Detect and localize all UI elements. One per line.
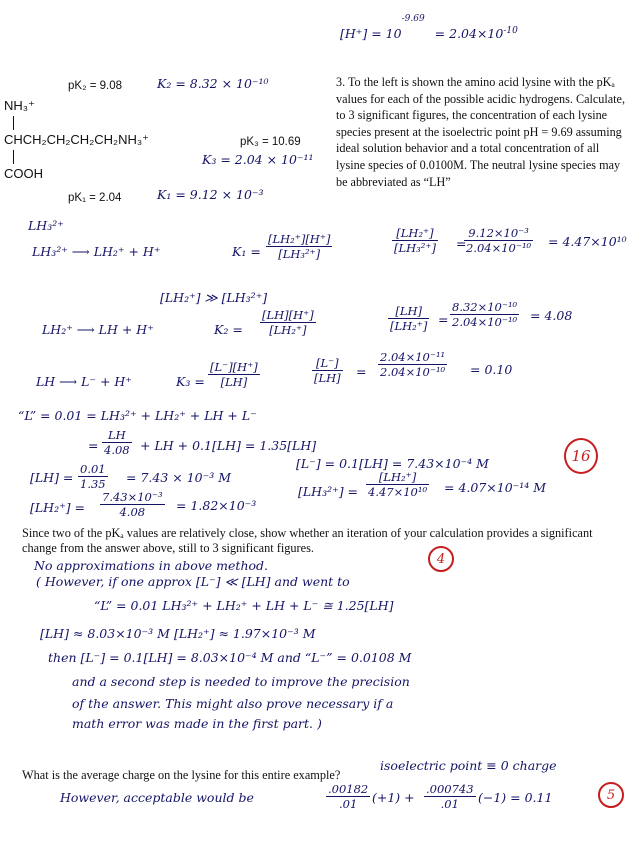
question3-note: isoelectric point ≡ 0 charge bbox=[380, 758, 557, 773]
carbon-chain: CHCH₂CH₂CH₂CH₂NH₃⁺ bbox=[4, 132, 149, 147]
lh-result: = 7.43 × 10⁻³ M bbox=[126, 470, 231, 485]
ratio1-fraction: $\frac{\text{[LH₂⁺]}}{\text{[LH₃²⁺]}}$ bbox=[394, 226, 436, 255]
ratio1-values: $\frac{\text{9.12×10⁻³}}{\text{2.04×10⁻¹⁰}}$ bbox=[466, 226, 532, 255]
score-circle-5: 5 bbox=[598, 782, 624, 808]
score-circle-16: 16 bbox=[564, 438, 598, 474]
work3-mid: (+1) + bbox=[372, 790, 415, 805]
ratio3-fraction: $\frac{[L^-]}{[LH]}$ bbox=[314, 356, 341, 385]
ratio1-equals: = bbox=[456, 236, 467, 251]
pk2-label: pK₂ = 9.08 bbox=[68, 80, 123, 92]
work2-line8: math error was made in the first part. ) bbox=[72, 716, 322, 731]
question-3: What is the average charge on the lysine for this entire example? bbox=[22, 768, 341, 782]
work2-line3: “L” = 0.01 LH₃²⁺ + LH₂⁺ + LH + L⁻ ≅ 1.25[LH] bbox=[94, 598, 394, 613]
bond-line-top bbox=[13, 116, 14, 130]
lh3-fraction: $\frac{\text{[LH₂⁺]}}{\text{4.47×10¹⁰}}$ bbox=[368, 470, 428, 499]
equilibrium-3: LH ⟶ L⁻ + H⁺ bbox=[36, 374, 132, 389]
pk3-label: pK₃ = 10.69 bbox=[240, 136, 301, 148]
ratio3-values: $\frac{\text{2.04×10⁻¹¹}}{\text{2.04×10⁻¹⁰}}$ bbox=[380, 350, 446, 379]
total-concentration: “L” = 0.01 = LH₃²⁺ + LH₂⁺ + LH + L⁻ bbox=[18, 408, 257, 423]
l-minus-concentration: [L⁻] = 0.1[LH] = 7.43×10⁻⁴ M bbox=[296, 456, 489, 471]
equilibrium-2: LH₂⁺ ⟶ LH + H⁺ bbox=[42, 322, 154, 337]
substitution-equals: = bbox=[88, 438, 99, 453]
work3-fraction-2: $\frac{.000743}{.01}$ bbox=[426, 782, 474, 811]
substitution-line: + LH + 0.1[LH] = 1.35[LH] bbox=[140, 438, 317, 453]
lh2-result: = 1.82×10⁻³ bbox=[176, 498, 257, 513]
work2-line6: and a second step is needed to improve the precision bbox=[72, 674, 410, 689]
score-circle-4: 4 bbox=[428, 546, 454, 572]
ratio2-equals: = bbox=[438, 312, 449, 327]
nh3-group: NH₃⁺ bbox=[4, 98, 35, 113]
work3-end: (−1) = 0.11 bbox=[478, 790, 553, 805]
lh2-label: [LH₂⁺] = bbox=[30, 500, 86, 515]
work3-however: However, acceptable would be bbox=[60, 790, 254, 805]
work3-fraction-1: $\frac{.00182}{.01}$ bbox=[328, 782, 369, 811]
work2-line2: ( However, if one approx [L⁻] ≪ [LH] and went to bbox=[36, 574, 350, 589]
work2-line4: [LH] ≈ 8.03×10⁻³ M [LH₂⁺] ≈ 1.97×10⁻³ M bbox=[40, 626, 316, 641]
work2-line7: of the answer. This might also prove necessary if a bbox=[72, 696, 394, 711]
k2-fraction: $\frac{[LH][H^+]}{\text{[LH₂⁺]}}$ bbox=[262, 308, 314, 337]
ratio3-result: = 0.10 bbox=[470, 362, 513, 377]
bond-line-bottom bbox=[13, 150, 14, 164]
k3-fraction: $\frac{[L^-][H^+]}{[LH]}$ bbox=[210, 360, 258, 389]
lh3-conc-label: [LH₃²⁺] = bbox=[298, 484, 359, 499]
lh3-label: LH₃²⁺ bbox=[28, 218, 64, 233]
lh3-result: = 4.07×10⁻¹⁴ M bbox=[444, 480, 547, 495]
ratio2-fraction: $\frac{[LH]}{\text{[LH₂⁺]}}$ bbox=[390, 304, 428, 333]
lysine-structure bbox=[4, 72, 334, 222]
cooh-group: COOH bbox=[4, 166, 43, 181]
work2-line5: then [L⁻] = 0.1[LH] = 8.03×10⁻⁴ M and “L⁻” = 0.0108 M bbox=[48, 650, 412, 665]
k2-expression-label: K₂ = bbox=[214, 322, 243, 337]
k1-expression-label: K₁ = bbox=[232, 244, 261, 259]
lh-fraction: $\frac{0.01}{1.35}$ bbox=[80, 462, 106, 491]
question-2: Since two of the pKₐ values are relatively close, show whether an iteration of your calculation provides a significant change from the answer above, still to 3 significant figures. bbox=[22, 526, 593, 555]
h-plus-equation: $[H^+] = 10^{-9.69} = 2.04\times 10^{-10}$ bbox=[340, 14, 518, 42]
ratio1-result: = 4.47×10¹⁰ bbox=[548, 234, 627, 249]
k3-handwritten: K₃ = 2.04 × 10⁻¹¹ bbox=[202, 152, 314, 167]
k3-expression-label: K₃ = bbox=[176, 374, 205, 389]
problem-statement: 3. To the left is shown the amino acid lysine with the pKₐ values for each of the possible acidic hydrogens. Calculate, to 3 significant figures, the concentration of each lysine species present at the isoelectric point pH = 9.69 assuming ideal solution behavior and a total concentration of all lysine species of 0.0100M. The neutral lysine species may be abbreviated as “LH” bbox=[336, 75, 626, 189]
ratio3-equals: = bbox=[356, 364, 367, 379]
lh-label: [LH] = bbox=[30, 470, 74, 485]
work2-line1: No approximations in above method. bbox=[34, 558, 268, 573]
k1-handwritten: K₁ = 9.12 × 10⁻³ bbox=[157, 187, 264, 202]
equilibrium-1: LH₃²⁺ ⟶ LH₂⁺ + H⁺ bbox=[32, 244, 161, 259]
concentration-comparison: [LH₂⁺] ≫ [LH₃²⁺] bbox=[160, 290, 268, 305]
ratio2-result: = 4.08 bbox=[530, 308, 573, 323]
substitution-fraction: $\frac{LH}{4.08}$ bbox=[104, 428, 130, 457]
pk1-label: pK₁ = 2.04 bbox=[68, 192, 122, 204]
lh2-fraction: $\frac{\text{7.43×10⁻³}}{4.08}$ bbox=[102, 490, 163, 519]
ratio2-values: $\frac{\text{8.32×10⁻¹⁰}}{\text{2.04×10⁻¹⁰}}$ bbox=[452, 300, 518, 329]
k1-fraction: $\frac{\text{[LH₂⁺][H⁺]}}{\text{[LH₃²⁺]}}$ bbox=[268, 232, 331, 261]
k2-handwritten: K₂ = 8.32 × 10⁻¹⁰ bbox=[157, 76, 269, 91]
